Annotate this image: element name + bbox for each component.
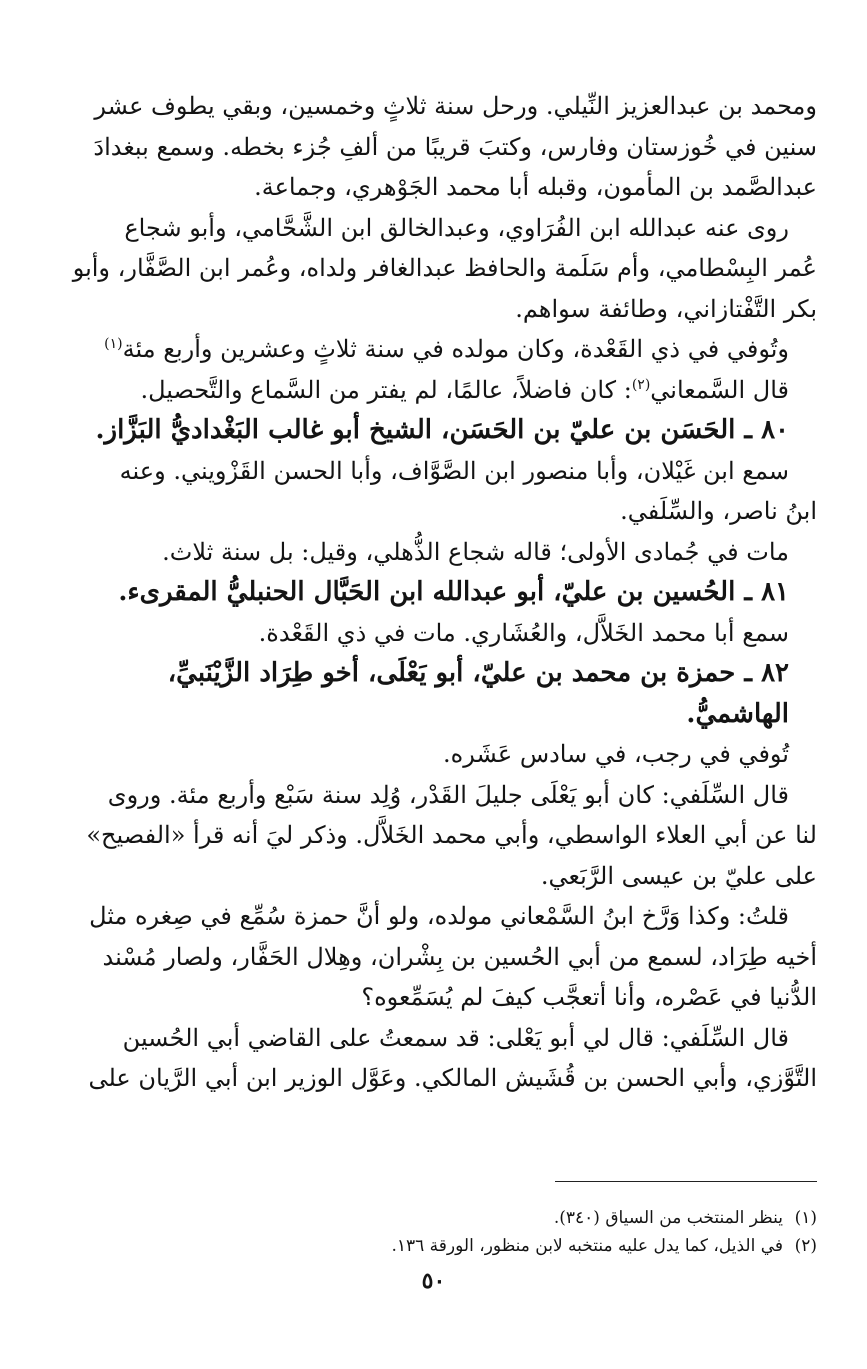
text-line xyxy=(40,370,817,411)
text-line: بكر التَّفْتازاني، وطائفة سواهم. xyxy=(515,294,817,323)
paragraph-10 xyxy=(40,896,817,1018)
text-line: عبدالصَّمد بن المأمون، وقبله أبا محمد الجَوْهري، وجماعة. xyxy=(254,173,817,201)
text-line: التَّوَّزي، وأبي الحسن بن قُشَيش المالكي. وعَوَّل الوزير ابن أبي الرَّيان على xyxy=(88,1064,817,1092)
footnote-number: (٢) xyxy=(794,1236,817,1256)
quote-intro: قال السَّمعاني xyxy=(650,375,789,404)
heading-text: ٨٢ ـ حمزة بن محمد بن عليّ، أبو يَعْلَى، أخو طِرَاد الزَّيْنَبيِّ، xyxy=(167,658,789,688)
paragraph-11 xyxy=(40,1018,817,1099)
text-line: عُمر البِسْطامي، وأم سَلَمة والحافظ عبدالغافر ولداه، وعُمر ابن الصَّفَّار، وأبو xyxy=(72,254,817,282)
paragraph-3 xyxy=(40,329,817,370)
footnote-divider xyxy=(555,1181,817,1182)
footnote-text: ينظر المنتخب من السياق (٣٤٠). xyxy=(553,1208,783,1228)
text-line: الدُّنيا في عَصْره، وأنا أتعجَّب كيفَ لم يُسَمِّعوه؟ xyxy=(361,983,817,1011)
text-line: مات في جُمادى الأولى؛ قاله شجاع الذُّهلي، وقيل: بل سنة ثلاث. xyxy=(162,537,789,566)
entry-heading-81 xyxy=(40,572,817,613)
paragraph-4 xyxy=(40,370,817,411)
text-line: روى عنه عبدالله ابن الفُرَاوي، وعبدالخالق ابن الشَّحَّامي، وأبو شجاع xyxy=(124,213,789,242)
paragraph-7 xyxy=(40,613,817,654)
footnote-ref-1: (١) xyxy=(104,336,123,352)
footnote-2 xyxy=(77,1232,817,1260)
paragraph-2 xyxy=(40,208,817,330)
text-line: قلتُ: وكذا وَرَّخ ابنُ السَّمْعاني مولده، ولو أنَّ حمزة سُمِّع في صِغره مثل xyxy=(89,902,789,930)
entry-heading-82 xyxy=(40,653,817,734)
footnote-ref-2: (٢) xyxy=(631,376,651,393)
text-line: أخيه طِرَاد، لسمع من أبي الحُسين بن بِشْران، وهِلال الحَفَّار، ولصار مُسْند xyxy=(102,942,817,971)
paragraph-9 xyxy=(40,775,817,897)
heading-text: ٨١ ـ الحُسين بن عليّ، أبو عبدالله ابن الحَبَّال الحنبليُّ المقرىء. xyxy=(118,577,789,607)
text-line: ومحمد بن عبدالعزيز النِّيلي. ورحل سنة ثلاثٍ وخمسين، وبقي يطوف عشر xyxy=(94,92,817,120)
text-line: على عليّ بن عيسى الرَّبَعي. xyxy=(540,861,817,890)
text-line: سنين في خُوزستان وفارس، وكتبَ قريبًا من ألفِ جُزء بخطه. وسمع ببغدادَ xyxy=(93,132,817,161)
text-line: تُوفي في رجب، في سادس عَشَره. xyxy=(443,740,789,768)
page-number: ٥٠ xyxy=(421,1268,446,1294)
text-line: ابنُ ناصر، والسِّلَفي. xyxy=(620,497,817,525)
text-line: لنا عن أبي العلاء الواسطي، وأبي محمد الخَلاَّل. وذكر ليَ أنه قرأ «الفصيح» xyxy=(86,821,817,849)
heading-text: ٨٠ ـ الحَسَن بن عليّ بن الحَسَن، الشيخ أبو غالب البَغْداديُّ البَزَّاز. xyxy=(95,415,789,445)
heading-text: الهاشميُّ. xyxy=(686,698,789,729)
death-date-text: وتُوفي في ذي القَعْدة، وكان مولده في سنة ثلاثٍ وعشرين وأربع مئة xyxy=(122,335,789,363)
quote-text: : كان فاضلاً، عالمًا، لم يفتر من السَّماع والتَّحصيل. xyxy=(140,375,632,404)
text-line: سمع أبا محمد الخَلاَّل، والعُشَاري. مات في ذي القَعْدة. xyxy=(258,618,789,647)
paragraph-5 xyxy=(40,451,817,532)
footnote-text: في الذيل، كما يدل عليه منتخبه لابن منظور، الورقة ١٣٦. xyxy=(391,1236,783,1256)
text-line: قال السِّلَفي: قال لي أبو يَعْلى: قد سمعتُ على القاضي أبي الحُسين xyxy=(122,1023,789,1052)
text-line xyxy=(40,329,817,370)
footnote-1 xyxy=(77,1204,817,1232)
footnotes xyxy=(77,1204,817,1260)
text-line: سمع ابن غَيْلان، وأبا منصور ابن الصَّوَّاف، وأبا الحسن القَزْويني. وعنه xyxy=(119,456,789,485)
entry-heading-80 xyxy=(40,410,817,451)
paragraph-8 xyxy=(40,734,817,775)
footnote-number: (١) xyxy=(794,1208,817,1228)
paragraph-6 xyxy=(40,532,817,573)
page-body xyxy=(40,86,817,1099)
paragraph-1 xyxy=(40,86,817,208)
text-line: قال السِّلَفي: كان أبو يَعْلَى جليلَ القَدْر، وُلِد سنة سَبْع وأربع مئة. وروى xyxy=(107,780,789,809)
